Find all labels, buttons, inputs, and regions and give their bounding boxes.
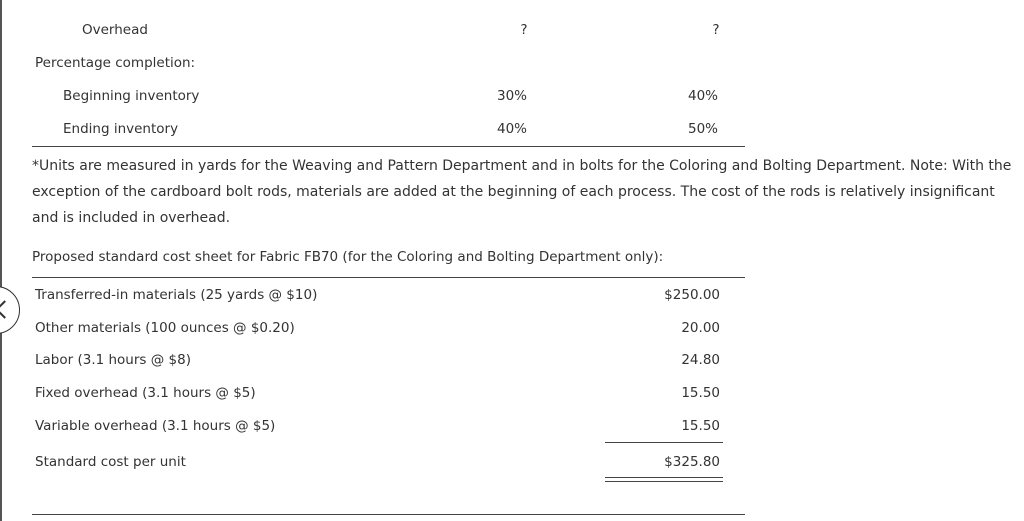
cost-sheet-title: Proposed standard cost sheet for Fabric FB70 (for the Coloring and Bolting Department only): <box>32 249 664 265</box>
beginning-inventory-label: Beginning inventory <box>63 88 200 104</box>
subtotal-rule <box>605 442 723 443</box>
cost-item-amount: 24.80 <box>681 352 720 368</box>
cost-item-amount: 20.00 <box>681 320 720 336</box>
ending-inventory-label: Ending inventory <box>63 121 179 137</box>
cost-sheet-bottom-rule <box>32 514 745 515</box>
units-footnote: *Units are measured in yards for the Weaving and Pattern Department and in bolts for the Coloring and Bolting Department. Note: With the exception of the cardboard bolt rods, materials are added at the beginning of each process. The cost of the rods is relatively insignificant and is included in overhead. <box>32 158 1012 226</box>
cost-item-amount: $250.00 <box>664 287 720 303</box>
standard-cost-amount: $325.80 <box>664 454 720 470</box>
overhead-value-col1: ? <box>520 22 528 38</box>
percentage-completion-heading: Percentage completion: <box>35 55 196 71</box>
cost-item-label: Labor (3.1 hours @ $8) <box>35 352 191 368</box>
cost-item-label: Fixed overhead (3.1 hours @ $5) <box>35 385 256 401</box>
overhead-label: Overhead <box>82 22 148 38</box>
beginning-inventory-col2: 40% <box>687 88 718 104</box>
top-table-bottom-rule <box>32 146 745 147</box>
cost-item-amount: 15.50 <box>681 418 720 434</box>
previous-page-button[interactable] <box>0 286 20 334</box>
chevron-left-icon <box>0 300 14 318</box>
cost-item-label: Variable overhead (3.1 hours @ $5) <box>35 418 276 434</box>
cost-item-label: Other materials (100 ounces @ $0.20) <box>35 320 295 336</box>
standard-cost-label: Standard cost per unit <box>35 454 186 470</box>
ending-inventory-col1: 40% <box>496 121 527 137</box>
overhead-value-col2: ? <box>712 22 720 38</box>
total-double-rule-bottom <box>605 481 723 482</box>
cost-sheet-top-rule <box>32 277 745 278</box>
cost-item-label: Transferred-in materials (25 yards @ $10) <box>35 287 318 303</box>
beginning-inventory-col1: 30% <box>496 88 527 104</box>
page-left-border <box>0 0 2 521</box>
total-double-rule-top <box>605 477 723 478</box>
ending-inventory-col2: 50% <box>687 121 718 137</box>
cost-item-amount: 15.50 <box>681 385 720 401</box>
